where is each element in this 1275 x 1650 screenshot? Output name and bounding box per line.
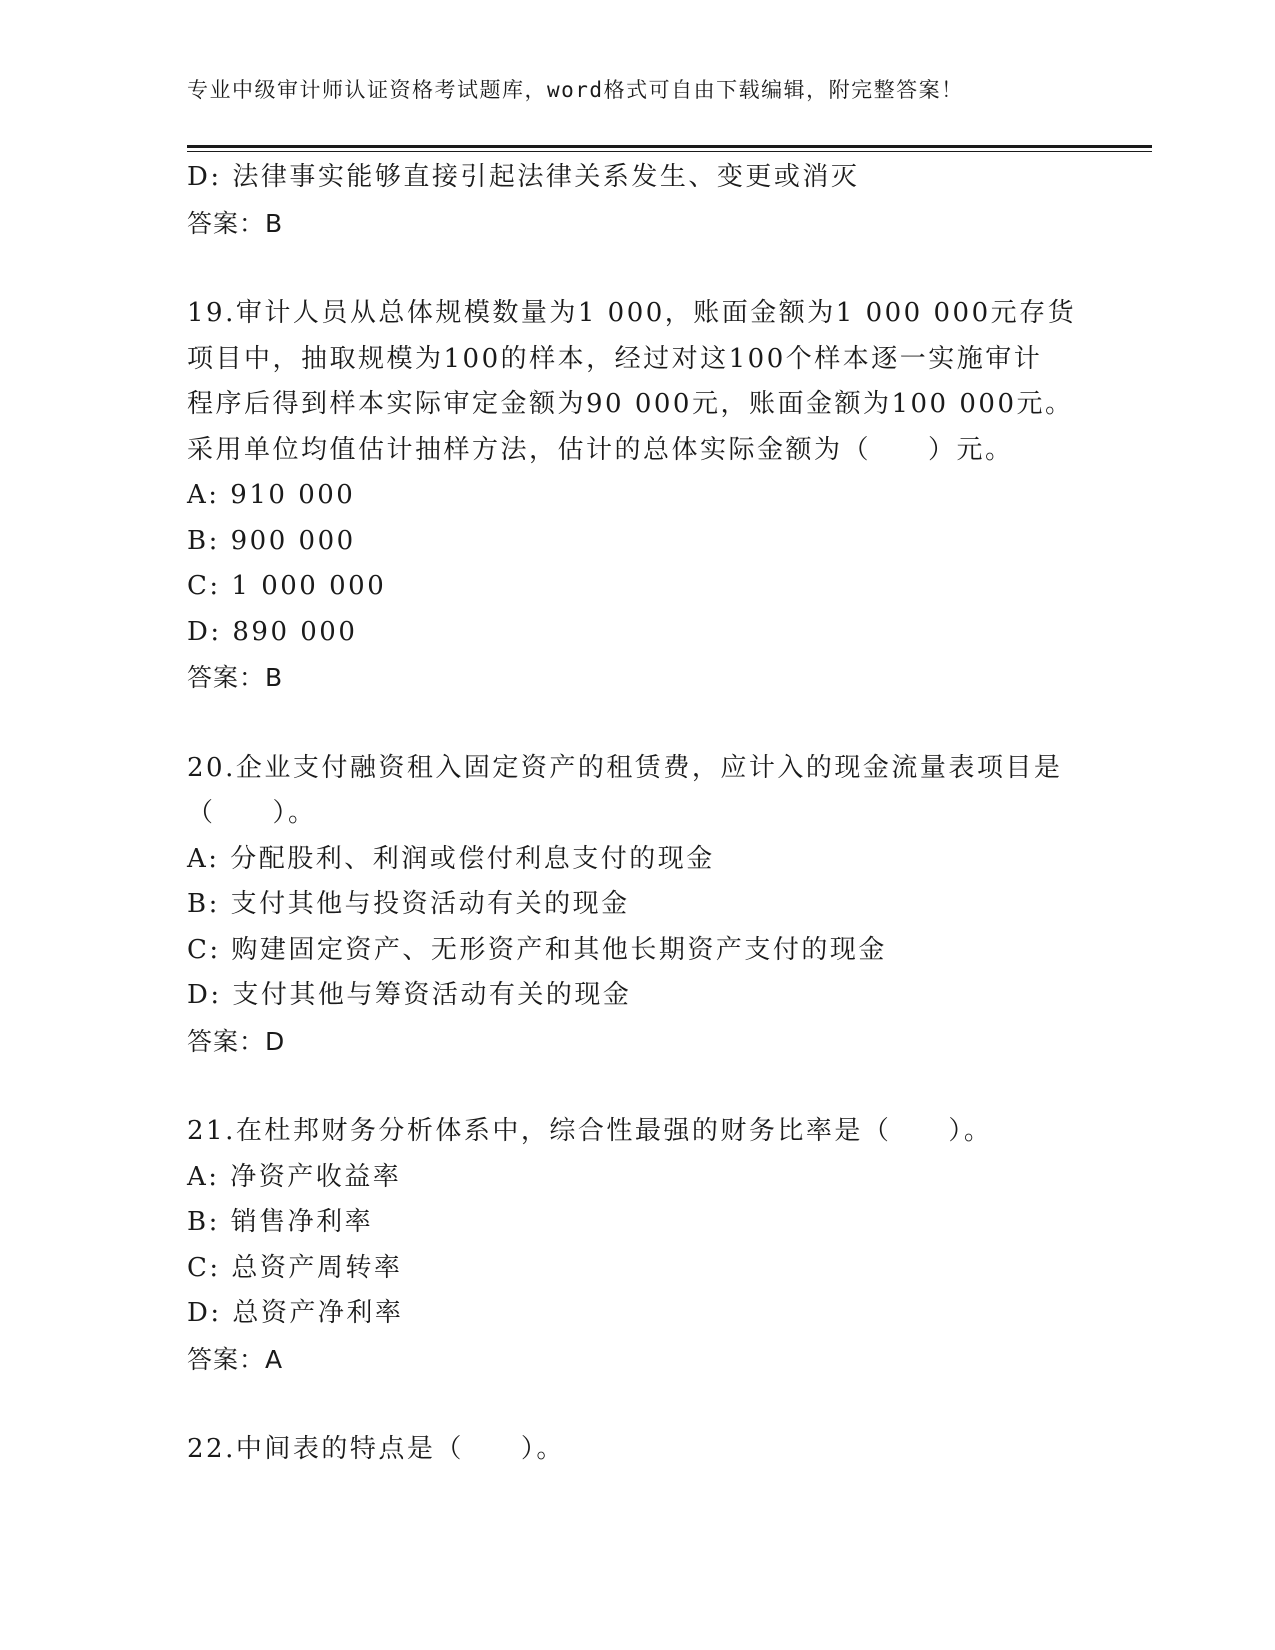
question-20-stem-line-2: （ ）。: [187, 798, 317, 828]
question-19-stem-line-4: 采用单位均值估计抽样方法，估计的总体实际金额为（ ）元。: [187, 434, 1014, 465]
question-21-option-d: D: 总资产净利率: [187, 1298, 404, 1328]
page-header: 专业中级审计师认证资格考试题库，word格式可自由下载编辑，附完整答案！: [187, 78, 964, 102]
spacer: [187, 1064, 1087, 1109]
question-19-option-b: B: 900 000: [187, 525, 356, 556]
document-body: [187, 155, 1087, 1473]
prev-option-d: D: 法律事实能够直接引起法律关系发生、变更或消灭: [187, 162, 860, 192]
question-21-option-b: B: 销售净利率: [187, 1207, 374, 1237]
spacer: [187, 1382, 1087, 1427]
header-rule-thin: [187, 151, 1152, 152]
question-19-option-d: D: 890 000: [187, 616, 358, 647]
question-21-option-a: A: 净资产收益率: [187, 1161, 402, 1192]
spacer: [187, 701, 1087, 746]
header-rule-thick: [187, 145, 1152, 148]
question-20: [187, 746, 1087, 1065]
question-20-option-b: B: 支付其他与投资活动有关的现金: [187, 889, 630, 919]
question-21-stem-line-1: 21.在杜邦财务分析体系中，综合性最强的财务比率是（ ）。: [187, 1116, 993, 1146]
question-19-stem-line-2: 项目中，抽取规模为100的样本，经过对这100个样本逐一实施审计: [187, 343, 1043, 374]
question-20-stem-line-1: 20.企业支付融资租入固定资产的租赁费，应计入的现金流量表项目是: [187, 752, 1063, 783]
question-21-option-c: C: 总资产周转率: [187, 1252, 403, 1283]
question-19-option-c: C: 1 000 000: [187, 571, 387, 601]
question-22-stem-line-1: 22.中间表的特点是（ ）。: [187, 1434, 565, 1464]
question-19-option-a: A: 910 000: [187, 480, 356, 510]
prev-answer: 答案：B: [187, 208, 284, 238]
question-20-option-d: D: 支付其他与筹资活动有关的现金: [187, 980, 632, 1010]
question-19-stem-line-3: 程序后得到样本实际审定金额为90 000元，账面金额为100 000元。: [187, 389, 1074, 419]
question-21: [187, 1109, 1087, 1382]
spacer: [187, 246, 1087, 291]
question-20-answer: 答案：D: [187, 1026, 286, 1056]
question-21-answer: 答案：A: [187, 1344, 284, 1374]
question-20-option-c: C: 购建固定资产、无形资产和其他长期资产支付的现金: [187, 934, 887, 965]
question-19-stem-line-1: 19.审计人员从总体规模数量为1 000，账面金额为1 000 000元存货: [187, 298, 1077, 328]
question-22: [187, 1427, 1087, 1473]
question-19: [187, 291, 1087, 701]
question-20-option-a: A: 分配股利、利润或偿付利息支付的现金: [187, 843, 715, 874]
question-19-answer: 答案：B: [187, 663, 284, 692]
